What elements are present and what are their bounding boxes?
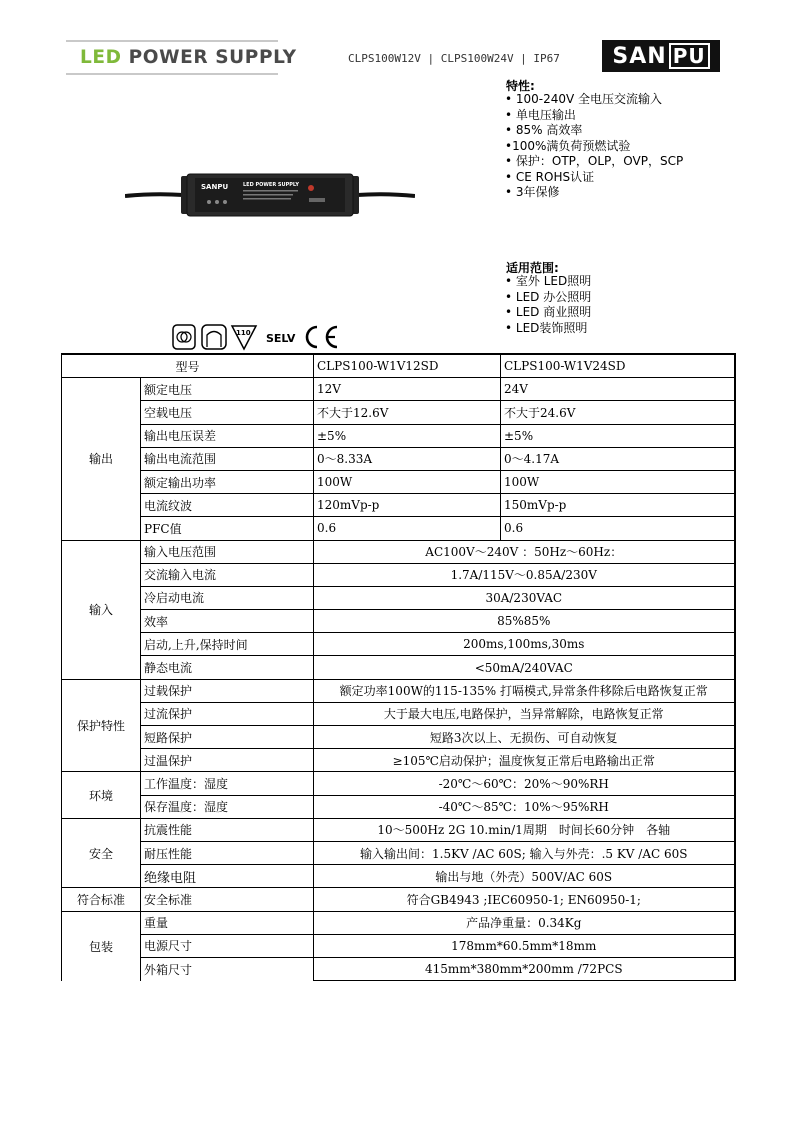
feature-item: • 保护：OTP，OLP，OVP，SCP [505,154,684,168]
table-row [62,494,735,517]
param-value-24v: ±5% [501,424,735,447]
table-row [62,702,735,725]
table-row [62,633,735,656]
param-value: 短路3次以上、无损伤、可自动恢复 [314,726,735,749]
features-heading: 特性: [506,79,535,93]
feature-item: • CE ROHS认证 [505,169,595,184]
param-name: 保存温度：湿度 [141,795,314,818]
param-value: 30A/230VAC [314,586,735,609]
features-list [505,92,683,201]
table-row [62,772,735,795]
feature-item: • 85% 高效率 [505,123,583,137]
table-row [62,888,735,911]
application-item: • 室外 LED照明 [505,274,592,288]
product-label-brand: SANPU [201,183,229,191]
application-item: • LED 办公照明 [505,289,592,304]
table-row [62,586,735,609]
group-protection: 保护特性 [62,679,141,772]
param-value-24v: 150mVp-p [501,494,735,517]
param-value: 产品净重量：0.34Kg [314,911,735,934]
specification-table [61,353,736,981]
param-value: 10～500Hz 2G 10.min/1周期 时间长60分钟 各轴 [314,818,735,841]
table-row [62,517,735,540]
param-name: 工作温度：湿度 [141,772,314,795]
application-item: • LED装饰照明 [505,320,588,335]
param-name: 安全标准 [141,888,314,911]
temperature-class-icon [232,326,256,349]
applications-heading: 适用范围: [506,261,559,275]
param-value: 大于最大电压,电路保护，当异常解除，电路恢复正常 [314,702,735,725]
param-name: 电源尺寸 [141,934,314,957]
param-value-24v: 不大于24.6V [501,401,735,424]
group-output: 输出 [62,378,141,540]
param-value-12v: 不大于12.6V [314,401,501,424]
table-row [62,679,735,702]
table-row [62,401,735,424]
param-value-12v: 100W [314,470,501,493]
table-row [62,424,735,447]
table-row [62,841,735,864]
param-value-24v: 0.6 [501,517,735,540]
param-name: 过温保护 [141,749,314,772]
param-value: -20℃～60℃：20%～90%RH [314,772,735,795]
table-row [62,378,735,401]
param-name: 输出电流范围 [141,447,314,470]
feature-item: •100%满负荷预燃试验 [505,138,631,153]
group-input: 输入 [62,540,141,679]
param-value: 1.7A/115V～0.85A/230V [314,563,735,586]
param-value: <50mA/240VAC [314,656,735,679]
param-value: 200ms,100ms,30ms [314,633,735,656]
table-row [62,447,735,470]
safety-transformer-icon [173,325,195,349]
power-supply-product-image [125,166,415,226]
table-row [62,749,735,772]
table-row [62,563,735,586]
table-row [62,795,735,818]
table-header-row [62,354,735,378]
feature-item: • 3年保修 [505,185,560,199]
param-name: 效率 [141,610,314,633]
param-name: 冷启动电流 [141,586,314,609]
model-24v: CLPS100-W1V24SD [501,354,735,378]
param-name: 启动,上升,保持时间 [141,633,314,656]
param-value: 输出与地（外壳）500V/AC 60S [314,865,735,888]
param-value: 85%85% [314,610,735,633]
header-rule-top [66,40,278,42]
param-value: 符合GB4943 ;IEC60950-1; EN60950-1; [314,888,735,911]
param-name: 额定输出功率 [141,470,314,493]
table-row [62,540,735,563]
param-value-24v: 100W [501,470,735,493]
model-list: CLPS100W12V | CLPS100W24V | IP67 [348,52,560,65]
product-label-title: LED POWER SUPPLY [243,182,299,188]
feature-item: • 100-240V 全电压交流输入 [505,92,663,106]
param-value: AC100V～240V ：50Hz～60Hz： [314,540,735,563]
param-value-12v: 0.6 [314,517,501,540]
class-mark-text: 110 [236,329,251,337]
logo-text-pu: PU [669,43,710,69]
param-name: 输入电压范围 [141,540,314,563]
param-value: 415mm*380mm*200mm /72PCS [314,957,735,980]
param-value: 178mm*60.5mm*18mm [314,934,735,957]
param-name: 过流保护 [141,702,314,725]
param-name: 抗震性能 [141,818,314,841]
title-led: LED [80,47,122,68]
table-row [62,610,735,633]
model-12v: CLPS100-W1V12SD [314,354,501,378]
table-row [62,865,735,888]
sanpu-logo [602,40,720,72]
param-name: 输出电压误差 [141,424,314,447]
group-package: 包装 [62,911,141,981]
group-safety: 安全 [62,818,141,888]
applications-list [505,274,591,336]
param-name: PFC值 [141,517,314,540]
param-value: ≥105℃启动保护；温度恢复正常后电路输出正常 [314,749,735,772]
param-name: 额定电压 [141,378,314,401]
table-row [62,818,735,841]
table-row [62,957,735,980]
param-value: 输入输出间：1.5KV /AC 60S; 输入与外壳：.5 KV /AC 60S [314,841,735,864]
param-value: -40℃～85℃：10%～95%RH [314,795,735,818]
title-power-supply: POWER SUPPLY [128,47,297,68]
param-value-24v: 0～4.17A [501,447,735,470]
param-name: 短路保护 [141,726,314,749]
table-row [62,726,735,749]
param-value-12v: ±5% [314,424,501,447]
header-rule-bottom [66,73,278,75]
param-name: 电流纹波 [141,494,314,517]
group-environment: 环境 [62,772,141,818]
param-value-12v: 0～8.33A [314,447,501,470]
table-row [62,934,735,957]
document-title [80,47,297,68]
application-item: • LED 商业照明 [505,305,592,319]
model-header-label: 型号 [62,354,314,378]
table-row [62,911,735,934]
param-name: 空载电压 [141,401,314,424]
param-name: 绝缘电阻 [141,865,314,888]
param-name: 交流输入电流 [141,563,314,586]
logo-text-san: SAN [612,43,667,69]
param-value-24v: 24V [501,378,735,401]
param-name: 静态电流 [141,656,314,679]
param-value-12v: 12V [314,378,501,401]
param-value-12v: 120mVp-p [314,494,501,517]
group-standard: 符合标准 [62,888,141,911]
param-name: 外箱尺寸 [141,957,314,980]
ce-mark-icon [307,327,337,347]
indoor-use-icon [202,325,226,349]
certification-marks [172,322,362,352]
param-name: 耐压性能 [141,841,314,864]
param-name: 重量 [141,911,314,934]
selv-mark: SELV [266,332,296,345]
table-row [62,470,735,493]
feature-item: • 单电压输出 [505,107,576,122]
param-name: 过载保护 [141,679,314,702]
param-value: 额定功率100W的115-135% 打嗝模式,异常条件移除后电路恢复正常 [314,679,735,702]
table-row [62,656,735,679]
